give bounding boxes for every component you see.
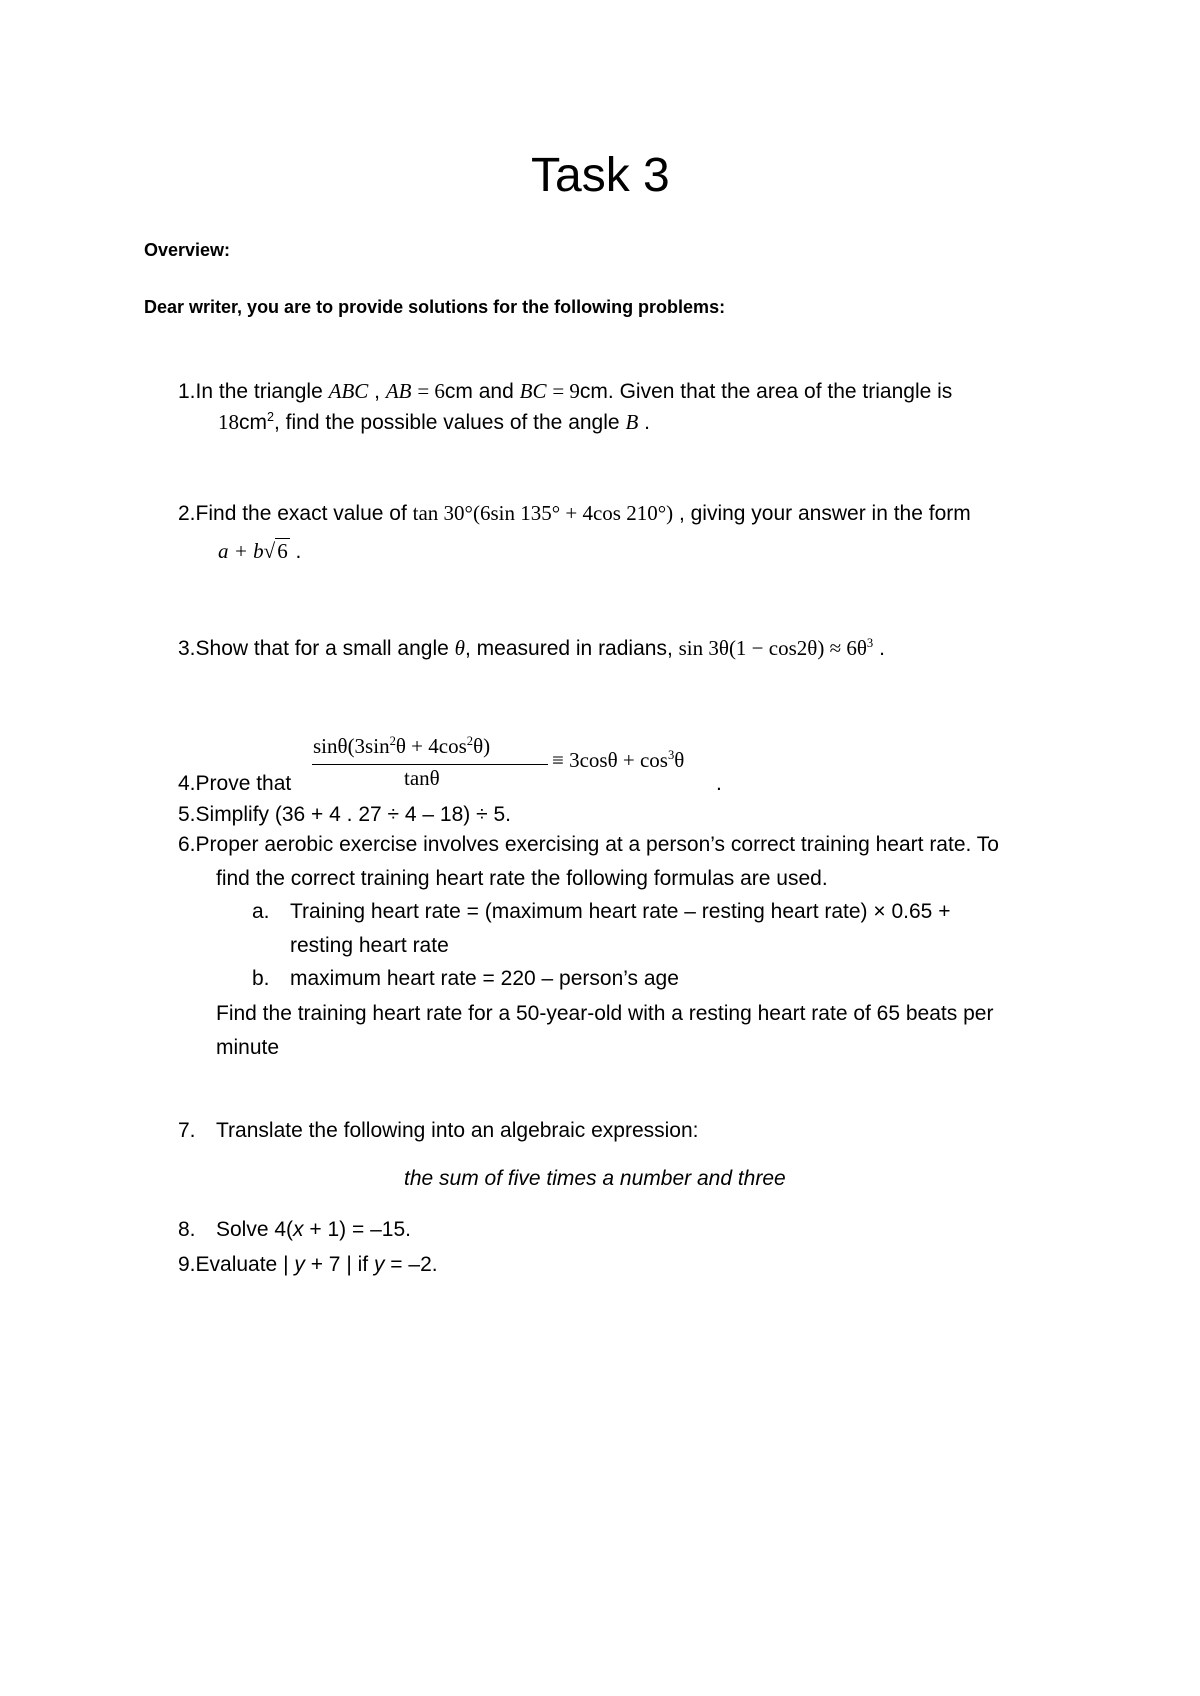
- q3-expression: sin 3θ(1 − cos2θ) ≈ 6θ: [678, 636, 867, 660]
- question-9: [178, 1254, 438, 1275]
- q1-text-a: In the triangle: [195, 380, 323, 403]
- question-8: [216, 1219, 411, 1240]
- q3-number: 3.: [178, 637, 196, 660]
- q4-rhs-a: ≡ 3cosθ + cos: [552, 748, 668, 772]
- question-5: [178, 804, 511, 825]
- q1-eq1: = 6: [417, 379, 445, 403]
- q8-variable: x: [293, 1218, 304, 1241]
- q5-text: Simplify (36 + 4 . 27 ÷ 4 – 18) ÷ 5.: [195, 803, 511, 826]
- q1-number: 1.: [178, 380, 196, 403]
- q1-angle: B: [625, 410, 639, 434]
- q2-end: .: [295, 540, 302, 563]
- q9-text-b: + 7 | if: [304, 1253, 374, 1276]
- q2-text-a: Find the exact value of: [195, 502, 407, 525]
- q3-theta: θ: [454, 636, 465, 660]
- q2-sqrt: [264, 541, 290, 562]
- q4-number: 4.: [178, 772, 196, 795]
- q1-eq2: = 9: [552, 379, 580, 403]
- q1-sep: ,: [374, 380, 380, 403]
- q6-a-line-1: Training heart rate = (maximum heart rate – resting heart rate) × 0.65 +: [290, 900, 951, 923]
- question-4-label: [178, 773, 291, 794]
- q7-number: 7.: [178, 1119, 196, 1142]
- question-3: [178, 638, 885, 659]
- q1-text-b: cm and: [444, 380, 514, 403]
- question-2-line-1: [178, 503, 971, 524]
- q3-end: .: [879, 637, 885, 660]
- q2-radicand: 6: [277, 539, 288, 563]
- q4-numerator: [313, 736, 490, 757]
- q4-rhs-sup: 3: [667, 748, 675, 762]
- q6-a-line-2: resting heart rate: [290, 934, 449, 957]
- q4-numerator-b: θ + 4cos: [395, 734, 467, 758]
- intro-text: Dear writer, you are to provide solutions for the following problems:: [144, 297, 726, 317]
- q4-numerator-sup1: 2: [389, 734, 396, 748]
- q6-find-line-1: Find the training heart rate for a 50-year-old with a resting heart rate of 65 beats per: [216, 1002, 994, 1025]
- q8-text-b: + 1) = –15.: [303, 1218, 411, 1241]
- q1-area-value: 18: [218, 410, 239, 434]
- q4-rhs: [552, 750, 684, 771]
- q6-b-line-1: maximum heart rate = 220 – person’s age: [290, 967, 679, 990]
- q1-area-unit: cm: [239, 411, 267, 434]
- q6-b-label: b.: [252, 967, 270, 990]
- q3-text-a: Show that for a small angle: [195, 637, 449, 660]
- q1-ab: AB: [385, 379, 412, 403]
- q7-phrase: the sum of five times a number and three: [404, 1167, 786, 1190]
- q5-number: 5.: [178, 803, 196, 826]
- q4-rhs-b: θ: [674, 748, 685, 772]
- q2-number: 2.: [178, 502, 196, 525]
- q6-number: 6.: [178, 833, 196, 856]
- q1-bc: BC: [519, 379, 547, 403]
- question-6-line-2: find the correct training heart rate the following formulas are used.: [216, 867, 828, 890]
- q4-fraction-bar: [312, 764, 548, 765]
- q4-end: .: [716, 772, 722, 795]
- q4-text: Prove that: [195, 772, 292, 795]
- q1-area-exp: 2: [267, 410, 275, 424]
- q4-numerator-a: sinθ(3sin: [313, 734, 390, 758]
- question-1-line-2: [218, 412, 650, 433]
- q9-text-a: Evaluate |: [195, 1253, 295, 1276]
- q9-number: 9.: [178, 1253, 196, 1276]
- q4-numerator-c: θ): [473, 734, 491, 758]
- radical-sign-icon: √: [263, 539, 276, 563]
- q7-text: Translate the following into an algebraic expression:: [216, 1119, 699, 1142]
- q9-variable-2: y: [373, 1253, 385, 1276]
- page-title: Task 3: [531, 149, 670, 202]
- q1-end: .: [644, 411, 650, 434]
- q6-find-line-2: minute: [216, 1036, 280, 1059]
- q4-numerator-sup2: 2: [466, 734, 474, 748]
- question-6-line-1: [178, 834, 999, 855]
- question-2-line-2: [218, 541, 301, 562]
- q2-expression: tan 30°(6sin 135° + 4cos 210°): [412, 501, 674, 525]
- q1-text-d: , find the possible values of the angle: [274, 411, 620, 434]
- q9-text-c: = –2.: [384, 1253, 438, 1276]
- q9-variable-1: y: [294, 1253, 305, 1276]
- question-1-line-1: [178, 381, 952, 402]
- q4-denominator: tanθ: [404, 766, 440, 790]
- q3-exponent: 3: [866, 636, 874, 650]
- q8-text-a: Solve 4(: [216, 1218, 294, 1241]
- q3-text-b: , measured in radians,: [465, 637, 673, 660]
- q6-a-label: a.: [252, 900, 270, 923]
- q1-abc: ABC: [328, 379, 369, 403]
- q8-number: 8.: [178, 1218, 196, 1241]
- q2-form-ab: a + b: [218, 539, 264, 563]
- overview-label: Overview:: [144, 240, 231, 260]
- q6-line-1: Proper aerobic exercise involves exercising at a person’s correct training heart rate. To: [195, 833, 999, 856]
- q1-text-c: cm. Given that the area of the triangle is: [579, 380, 953, 403]
- q2-text-b: , giving your answer in the form: [678, 502, 971, 525]
